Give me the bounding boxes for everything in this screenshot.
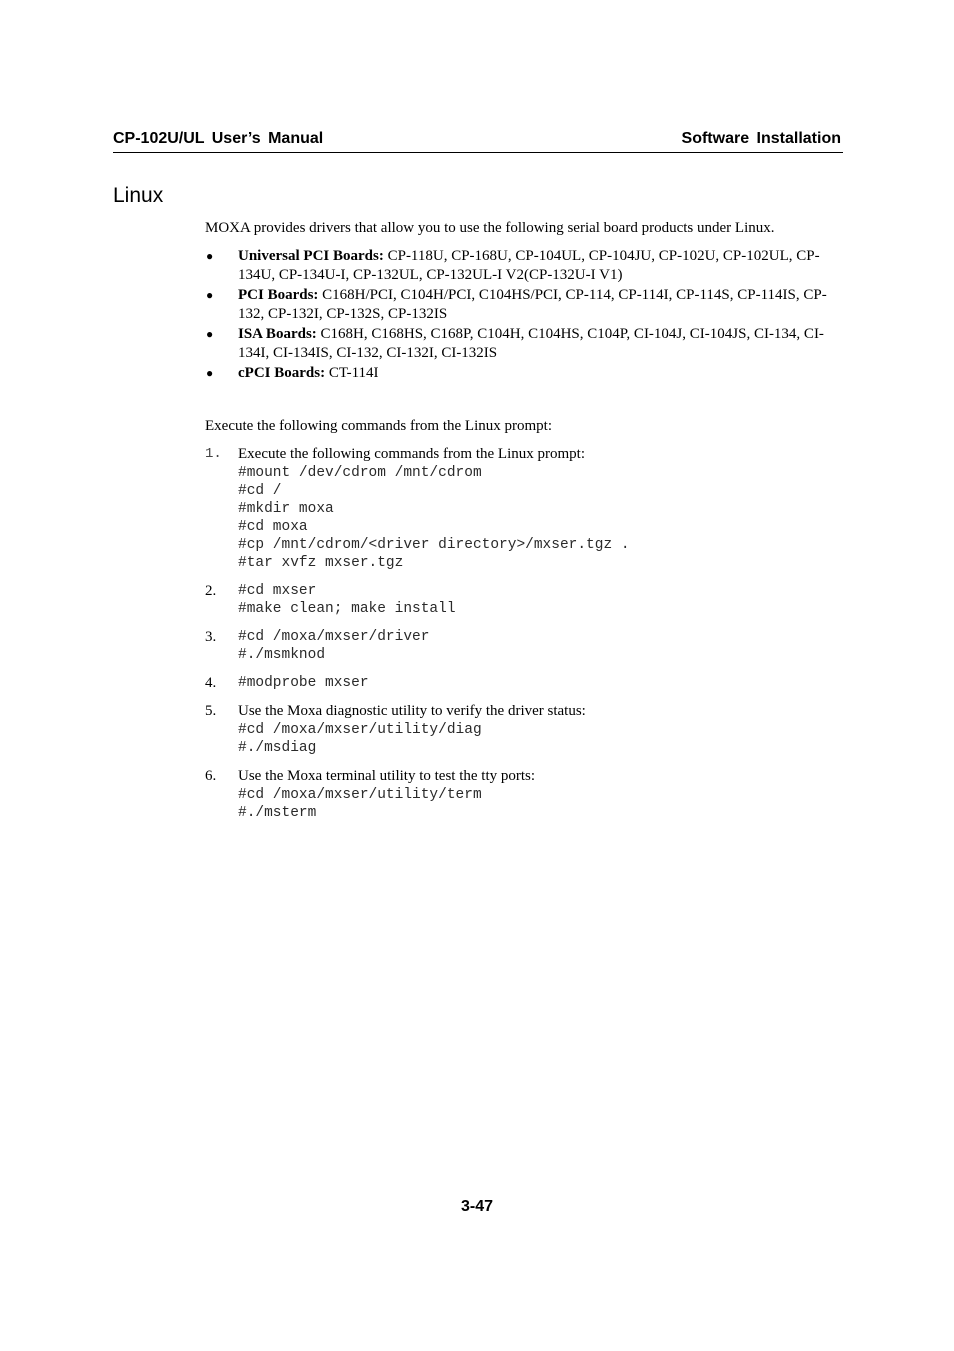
code-line: #cp /mnt/cdrom/<driver directory>/mxser.tgz . — [238, 537, 630, 553]
section-heading: Linux — [113, 184, 164, 207]
step-number: 6. — [205, 768, 217, 784]
install-steps-list — [205, 445, 850, 832]
code-line: #./msterm — [238, 805, 317, 821]
step-number: 4. — [205, 675, 217, 691]
code-line: #tar xvfz mxser.tgz — [238, 555, 404, 571]
bullet-text: C168H, C168HS, C168P, C104H, C104HS, C104P, CI-104J, CI-104JS, CI-134, CI-134I, CI-134IS, CI-132, CI-132I, CI-132IS — [238, 326, 824, 361]
bullet-label: Universal PCI Boards: — [238, 248, 384, 264]
step-item — [205, 628, 850, 664]
code-line: #cd / — [238, 483, 282, 499]
step-text: Execute the following commands from the Linux prompt: — [238, 446, 586, 462]
bullet-label: cPCI Boards: — [238, 365, 326, 381]
list-item — [205, 364, 850, 383]
bullet-text: CT-114I — [325, 365, 379, 381]
code-line: #make clean; make install — [238, 601, 456, 617]
list-item — [205, 286, 850, 324]
bullet-icon: ● — [206, 366, 214, 380]
bullet-label: ISA Boards: — [238, 326, 317, 342]
step-number: 5. — [205, 703, 217, 719]
page-header — [113, 130, 843, 153]
chapter-title: Software Installation — [681, 130, 841, 147]
page-number: 3-47 — [460, 1198, 494, 1215]
code-line: #modprobe mxser — [238, 675, 369, 691]
code-line: #cd /moxa/mxser/utility/term — [238, 787, 482, 803]
manual-title: CP-102U/UL User’s Manual — [113, 130, 324, 147]
code-line: #mkdir moxa — [238, 501, 334, 517]
code-line: #cd moxa — [238, 519, 308, 535]
step-number: 1. — [205, 446, 222, 462]
list-item — [205, 247, 850, 285]
code-line: #mount /dev/cdrom /mnt/cdrom — [238, 465, 482, 481]
bullet-text: CP-118U, CP-168U, CP-104UL, CP-104JU, CP-102U, CP-102UL, CP-134U, CP-134U-I, CP-132UL, CP-132UL-I V2(CP-132U-I V1) — [238, 248, 820, 283]
bullet-text: C168H/PCI, C104H/PCI, C104HS/PCI, CP-114, CP-114I, CP-114S, CP-114IS, CP-132, CP-132I, CP-132S, CP-132IS — [238, 287, 827, 322]
bullet-icon: ● — [206, 327, 214, 341]
code-line: #cd /moxa/mxser/utility/diag — [238, 722, 482, 738]
bullet-icon: ● — [206, 288, 214, 302]
bullet-label: PCI Boards: — [238, 287, 319, 303]
supported-boards-list — [205, 247, 850, 384]
step-item — [205, 674, 850, 692]
step-number: 2. — [205, 583, 217, 599]
step-item — [205, 702, 850, 757]
step-item — [205, 445, 850, 572]
code-line: #cd mxser — [238, 583, 317, 599]
list-item — [205, 325, 850, 363]
step-text: Use the Moxa terminal utility to test the tty ports: — [238, 768, 536, 784]
bullet-icon: ● — [206, 249, 214, 263]
step-item — [205, 767, 850, 822]
code-line: #./msmknod — [238, 647, 326, 663]
step-text: Use the Moxa diagnostic utility to verify the driver status: — [238, 703, 586, 719]
step-item — [205, 582, 850, 618]
code-line: #./msdiag — [238, 740, 317, 756]
code-line: #cd /moxa/mxser/driver — [238, 629, 430, 645]
step-number: 3. — [205, 629, 217, 645]
execute-intro-paragraph: Execute the following commands from the Linux prompt: — [205, 418, 553, 434]
intro-paragraph: MOXA provides drivers that allow you to use the following serial board products under Linux. — [205, 220, 775, 236]
